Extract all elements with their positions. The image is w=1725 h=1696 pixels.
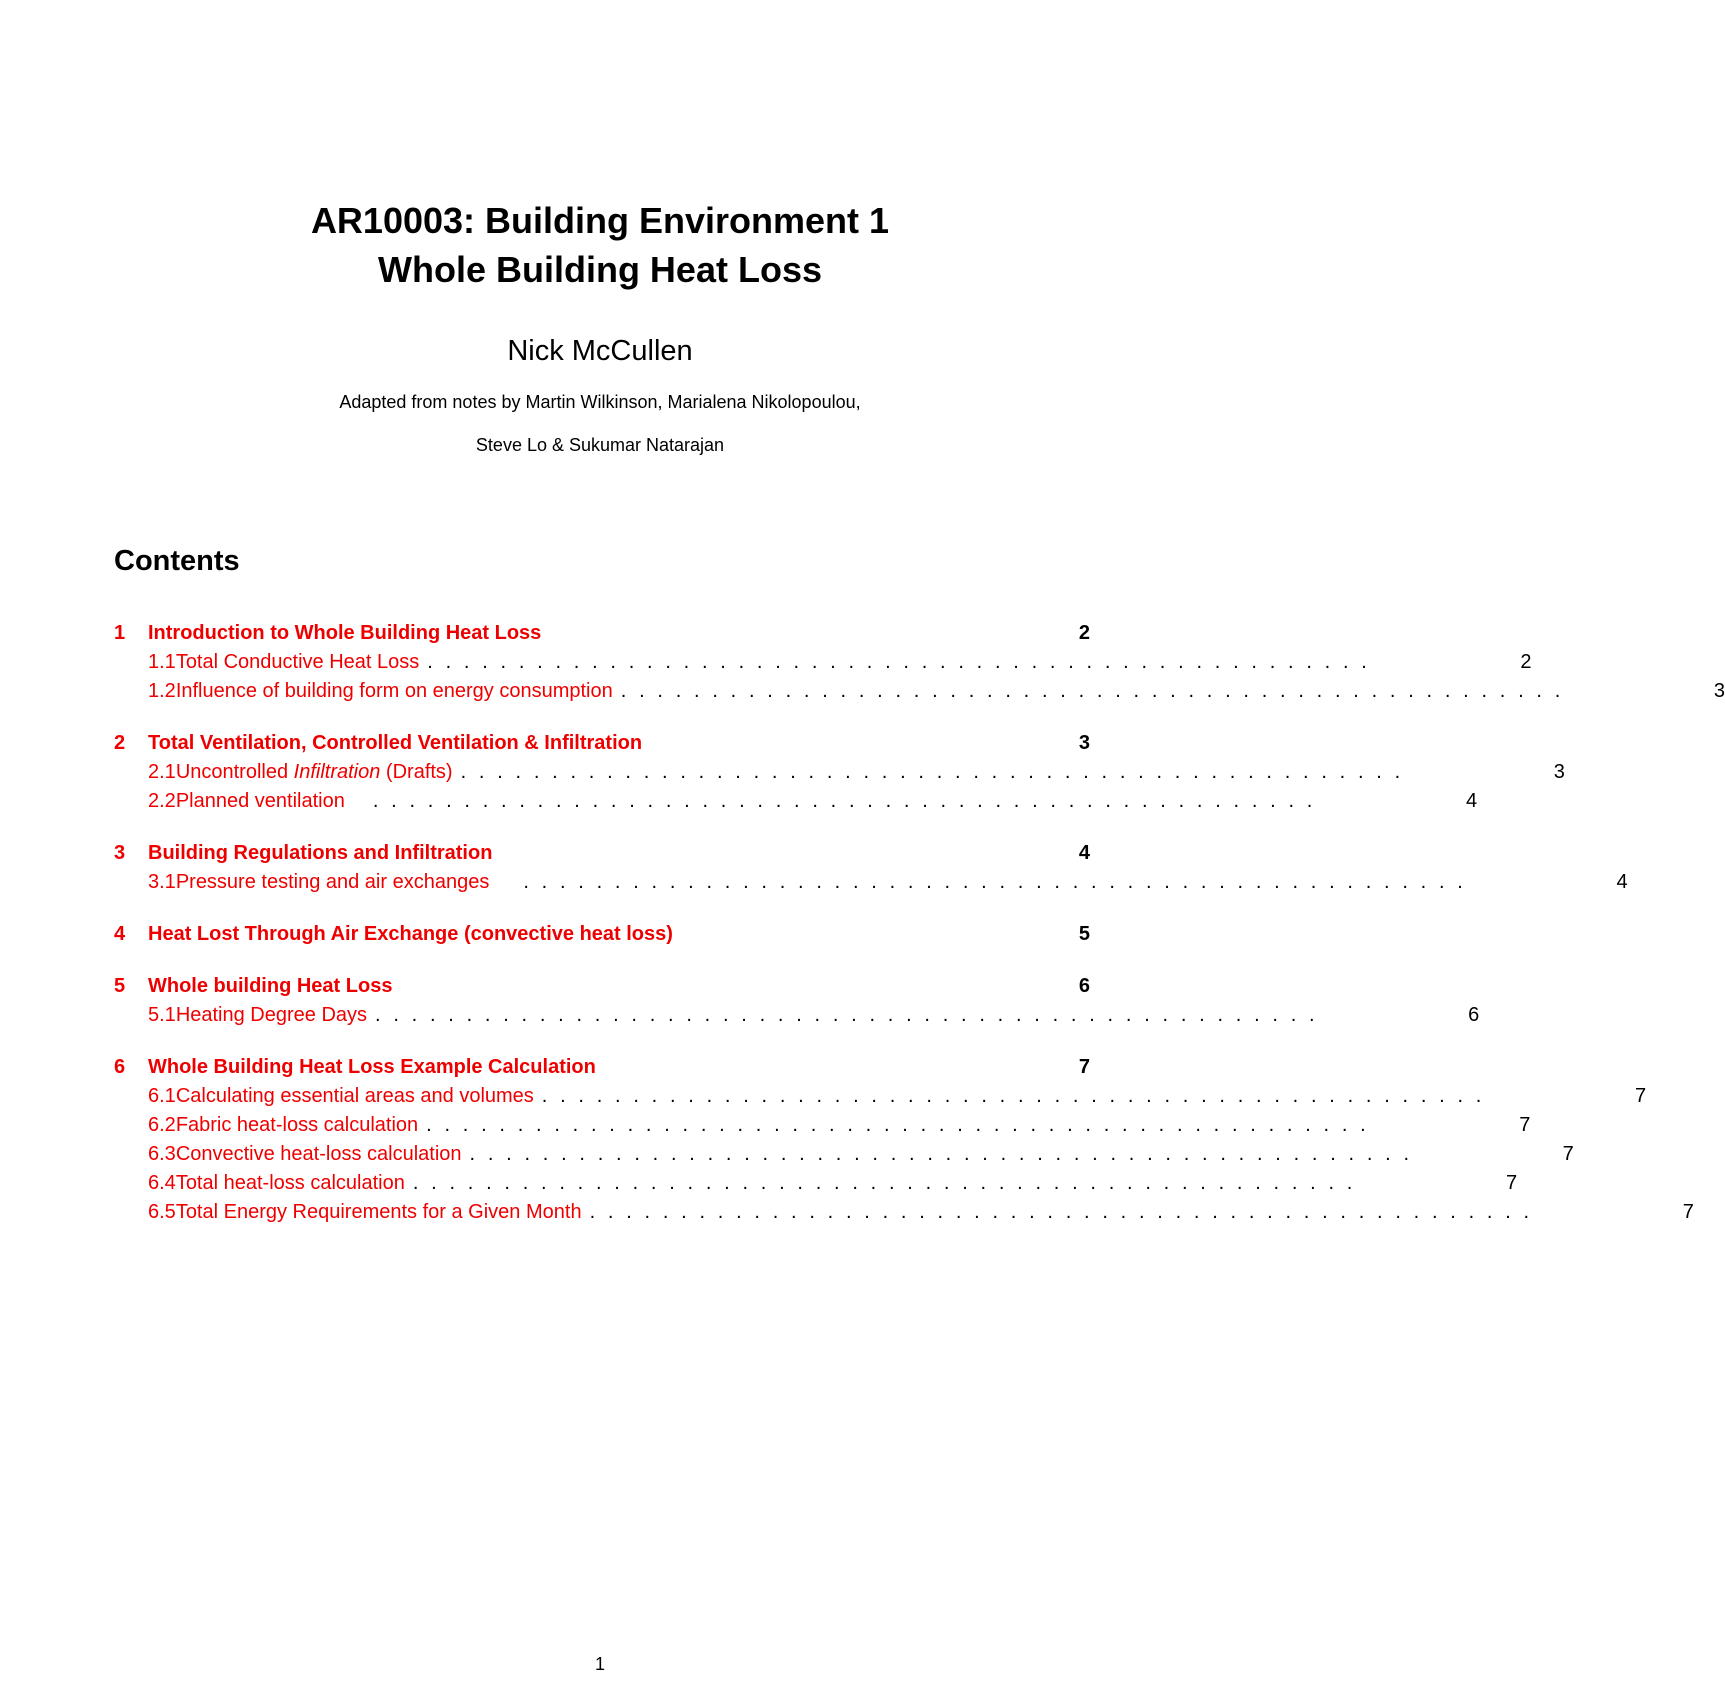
toc-section-4[interactable] bbox=[114, 920, 1090, 948]
toc-subsection-2-2[interactable] bbox=[114, 787, 1478, 815]
toc-page-number[interactable]: 7 bbox=[1505, 1172, 1518, 1194]
toc-leader-dots: . . . . . . . . . . . . . . . . . . . . . . . . . . . . . . . . . . . . . . . . . . . . . . . . . . . . bbox=[426, 1114, 1370, 1136]
toc-subsection-number: 2.1 bbox=[148, 761, 176, 783]
toc-section-number: 1 bbox=[114, 622, 126, 644]
toc-subsection-6-1[interactable] bbox=[114, 1082, 1647, 1110]
toc-page-number[interactable]: 5 bbox=[1078, 923, 1090, 945]
toc-leader-dots: . . . . . . . . . . . . . . . . . . . . . . . . . . . . . . . . . . . . . . . . . . . . . . . . . . . . bbox=[460, 761, 1404, 783]
toc-subsection-title[interactable]: Total Energy Requirements for a Given Month bbox=[175, 1201, 582, 1223]
toc-section-title[interactable]: Whole Building Heat Loss Example Calculation bbox=[148, 1056, 596, 1078]
toc-subsection-number: 3.1 bbox=[148, 871, 176, 893]
toc-page-number[interactable]: 2 bbox=[1078, 622, 1090, 644]
toc-section-number: 2 bbox=[114, 732, 126, 754]
toc-subsection-1-2[interactable] bbox=[114, 677, 1725, 705]
toc-section-6[interactable] bbox=[114, 1053, 1090, 1081]
toc-subsection-6-4[interactable] bbox=[114, 1169, 1518, 1197]
toc-leader-dots: . . . . . . . . . . . . . . . . . . . . . . . . . . . . . . . . . . . . . . . . . . . . . . . . . . . . bbox=[372, 790, 1316, 812]
toc-subsection-number: 6.4 bbox=[148, 1172, 176, 1194]
toc-subsection-title[interactable]: Calculating essential areas and volumes bbox=[175, 1085, 534, 1107]
toc-subsection-1-1[interactable] bbox=[114, 648, 1532, 676]
toc-section-5[interactable] bbox=[114, 972, 1090, 1000]
toc-section-title[interactable]: Building Regulations and Infiltration bbox=[148, 842, 493, 864]
toc-subsection-title[interactable]: Total Conductive Heat Loss bbox=[175, 651, 420, 673]
toc-leader-dots: . . . . . . . . . . . . . . . . . . . . . . . . . . . . . . . . . . . . . . . . . . . . . . . . . . . . bbox=[523, 871, 1467, 893]
toc-leader-dots: . . . . . . . . . . . . . . . . . . . . . . . . . . . . . . . . . . . . . . . . . . . . . . . . . . . . bbox=[375, 1004, 1319, 1026]
toc-leader-dots: . . . . . . . . . . . . . . . . . . . . . . . . . . . . . . . . . . . . . . . . . . . . . . . . . . . . bbox=[412, 1172, 1356, 1194]
toc-subsection-number: 2.2 bbox=[148, 790, 176, 812]
toc-page-number[interactable]: 7 bbox=[1634, 1085, 1647, 1107]
toc-section-number: 4 bbox=[114, 923, 126, 945]
toc-title-italic-part: Infiltration bbox=[293, 761, 381, 783]
toc-subsection-number: 6.2 bbox=[148, 1114, 176, 1136]
toc-leader-dots: . . . . . . . . . . . . . . . . . . . . . . . . . . . . . . . . . . . . . . . . . . . . . . . . . . . . bbox=[469, 1143, 1413, 1165]
toc-page-number[interactable]: 7 bbox=[1682, 1201, 1694, 1223]
toc-section-title[interactable]: Introduction to Whole Building Heat Loss bbox=[148, 622, 542, 644]
toc-page-number[interactable]: 2 bbox=[1520, 651, 1532, 673]
toc-page-number[interactable]: 4 bbox=[1465, 790, 1478, 812]
toc-page-number[interactable]: 6 bbox=[1078, 975, 1090, 997]
toc-subsection-number: 1.1 bbox=[148, 651, 176, 673]
toc-title-part: (Drafts) bbox=[380, 761, 453, 783]
toc-page-number[interactable]: 3 bbox=[1553, 761, 1565, 783]
adapted-credit-line-2: Steve Lo & Sukumar Natarajan bbox=[475, 435, 725, 455]
toc-leader-dots: . . . . . . . . . . . . . . . . . . . . . . . . . . . . . . . . . . . . . . . . . . . . . . . . . . . . bbox=[589, 1201, 1533, 1223]
toc-page-number[interactable]: 4 bbox=[1616, 871, 1628, 893]
toc-page-number[interactable]: 7 bbox=[1078, 1056, 1090, 1078]
toc-subsection-6-5[interactable] bbox=[114, 1198, 1694, 1226]
toc-section-title[interactable]: Heat Lost Through Air Exchange (convective heat loss) bbox=[148, 923, 673, 945]
toc-subsection-3-1[interactable] bbox=[114, 868, 1628, 896]
toc-section-title[interactable]: Total Ventilation, Controlled Ventilation & Infiltration bbox=[148, 732, 643, 754]
toc-subsection-title[interactable] bbox=[176, 758, 453, 786]
toc-page-number[interactable]: 4 bbox=[1078, 842, 1090, 864]
author-name: Nick McCullen bbox=[507, 335, 693, 367]
toc-leader-dots: . . . . . . . . . . . . . . . . . . . . . . . . . . . . . . . . . . . . . . . . . . . . . . . . . . . . bbox=[427, 651, 1371, 673]
toc-subsection-title[interactable]: Total heat-loss calculation bbox=[175, 1172, 405, 1194]
document-subtitle: Whole Building Heat Loss bbox=[377, 249, 822, 290]
toc-subsection-number: 6.1 bbox=[148, 1085, 176, 1107]
document-title: AR10003: Building Environment 1 bbox=[310, 200, 890, 241]
toc-subsection-title[interactable]: Influence of building form on energy consumption bbox=[175, 680, 613, 702]
toc-leader-dots: . . . . . . . . . . . . . . . . . . . . . . . . . . . . . . . . . . . . . . . . . . . . . . . . . . . . bbox=[541, 1085, 1485, 1107]
toc-subsection-title[interactable]: Planned ventilation bbox=[175, 790, 345, 812]
contents-heading: Contents bbox=[114, 545, 240, 577]
adapted-credit-line-1: Adapted from notes by Martin Wilkinson, Marialena Nikolopoulou, bbox=[339, 392, 861, 412]
toc-section-1[interactable] bbox=[114, 619, 1090, 647]
toc-page-number[interactable]: 3 bbox=[1713, 680, 1725, 702]
toc-page-number[interactable]: 6 bbox=[1468, 1004, 1480, 1026]
toc-page-number[interactable]: 3 bbox=[1078, 732, 1090, 754]
toc-subsection-title[interactable]: Convective heat-loss calculation bbox=[175, 1143, 462, 1165]
toc-section-2[interactable] bbox=[114, 729, 1090, 757]
toc-section-title[interactable]: Whole building Heat Loss bbox=[148, 975, 393, 997]
toc-section-3[interactable] bbox=[114, 839, 1090, 867]
toc-subsection-2-1[interactable] bbox=[114, 758, 1565, 786]
toc-page-number[interactable]: 7 bbox=[1562, 1143, 1574, 1165]
toc-subsection-6-2[interactable] bbox=[114, 1111, 1531, 1139]
toc-subsection-title[interactable]: Fabric heat-loss calculation bbox=[175, 1114, 419, 1136]
toc-subsection-title[interactable]: Pressure testing and air exchanges bbox=[175, 871, 490, 893]
toc-section-number: 3 bbox=[114, 842, 126, 864]
toc-subsection-5-1[interactable] bbox=[114, 1001, 1480, 1029]
toc-title-part: Uncontrolled bbox=[175, 761, 294, 783]
toc-section-number: 6 bbox=[114, 1056, 126, 1078]
toc-subsection-number: 6.5 bbox=[148, 1201, 176, 1223]
page-number: 1 bbox=[594, 1654, 605, 1674]
toc-page-number[interactable]: 7 bbox=[1519, 1114, 1531, 1136]
toc-subsection-number: 1.2 bbox=[148, 680, 176, 702]
toc-subsection-title[interactable]: Heating Degree Days bbox=[175, 1004, 368, 1026]
toc-subsection-number: 6.3 bbox=[148, 1143, 176, 1165]
toc-subsection-6-3[interactable] bbox=[114, 1140, 1574, 1168]
toc-leader-dots: . . . . . . . . . . . . . . . . . . . . . . . . . . . . . . . . . . . . . . . . . . . . . . . . . . . . bbox=[620, 680, 1564, 702]
toc-section-number: 5 bbox=[114, 975, 126, 997]
toc-subsection-number: 5.1 bbox=[148, 1004, 176, 1026]
